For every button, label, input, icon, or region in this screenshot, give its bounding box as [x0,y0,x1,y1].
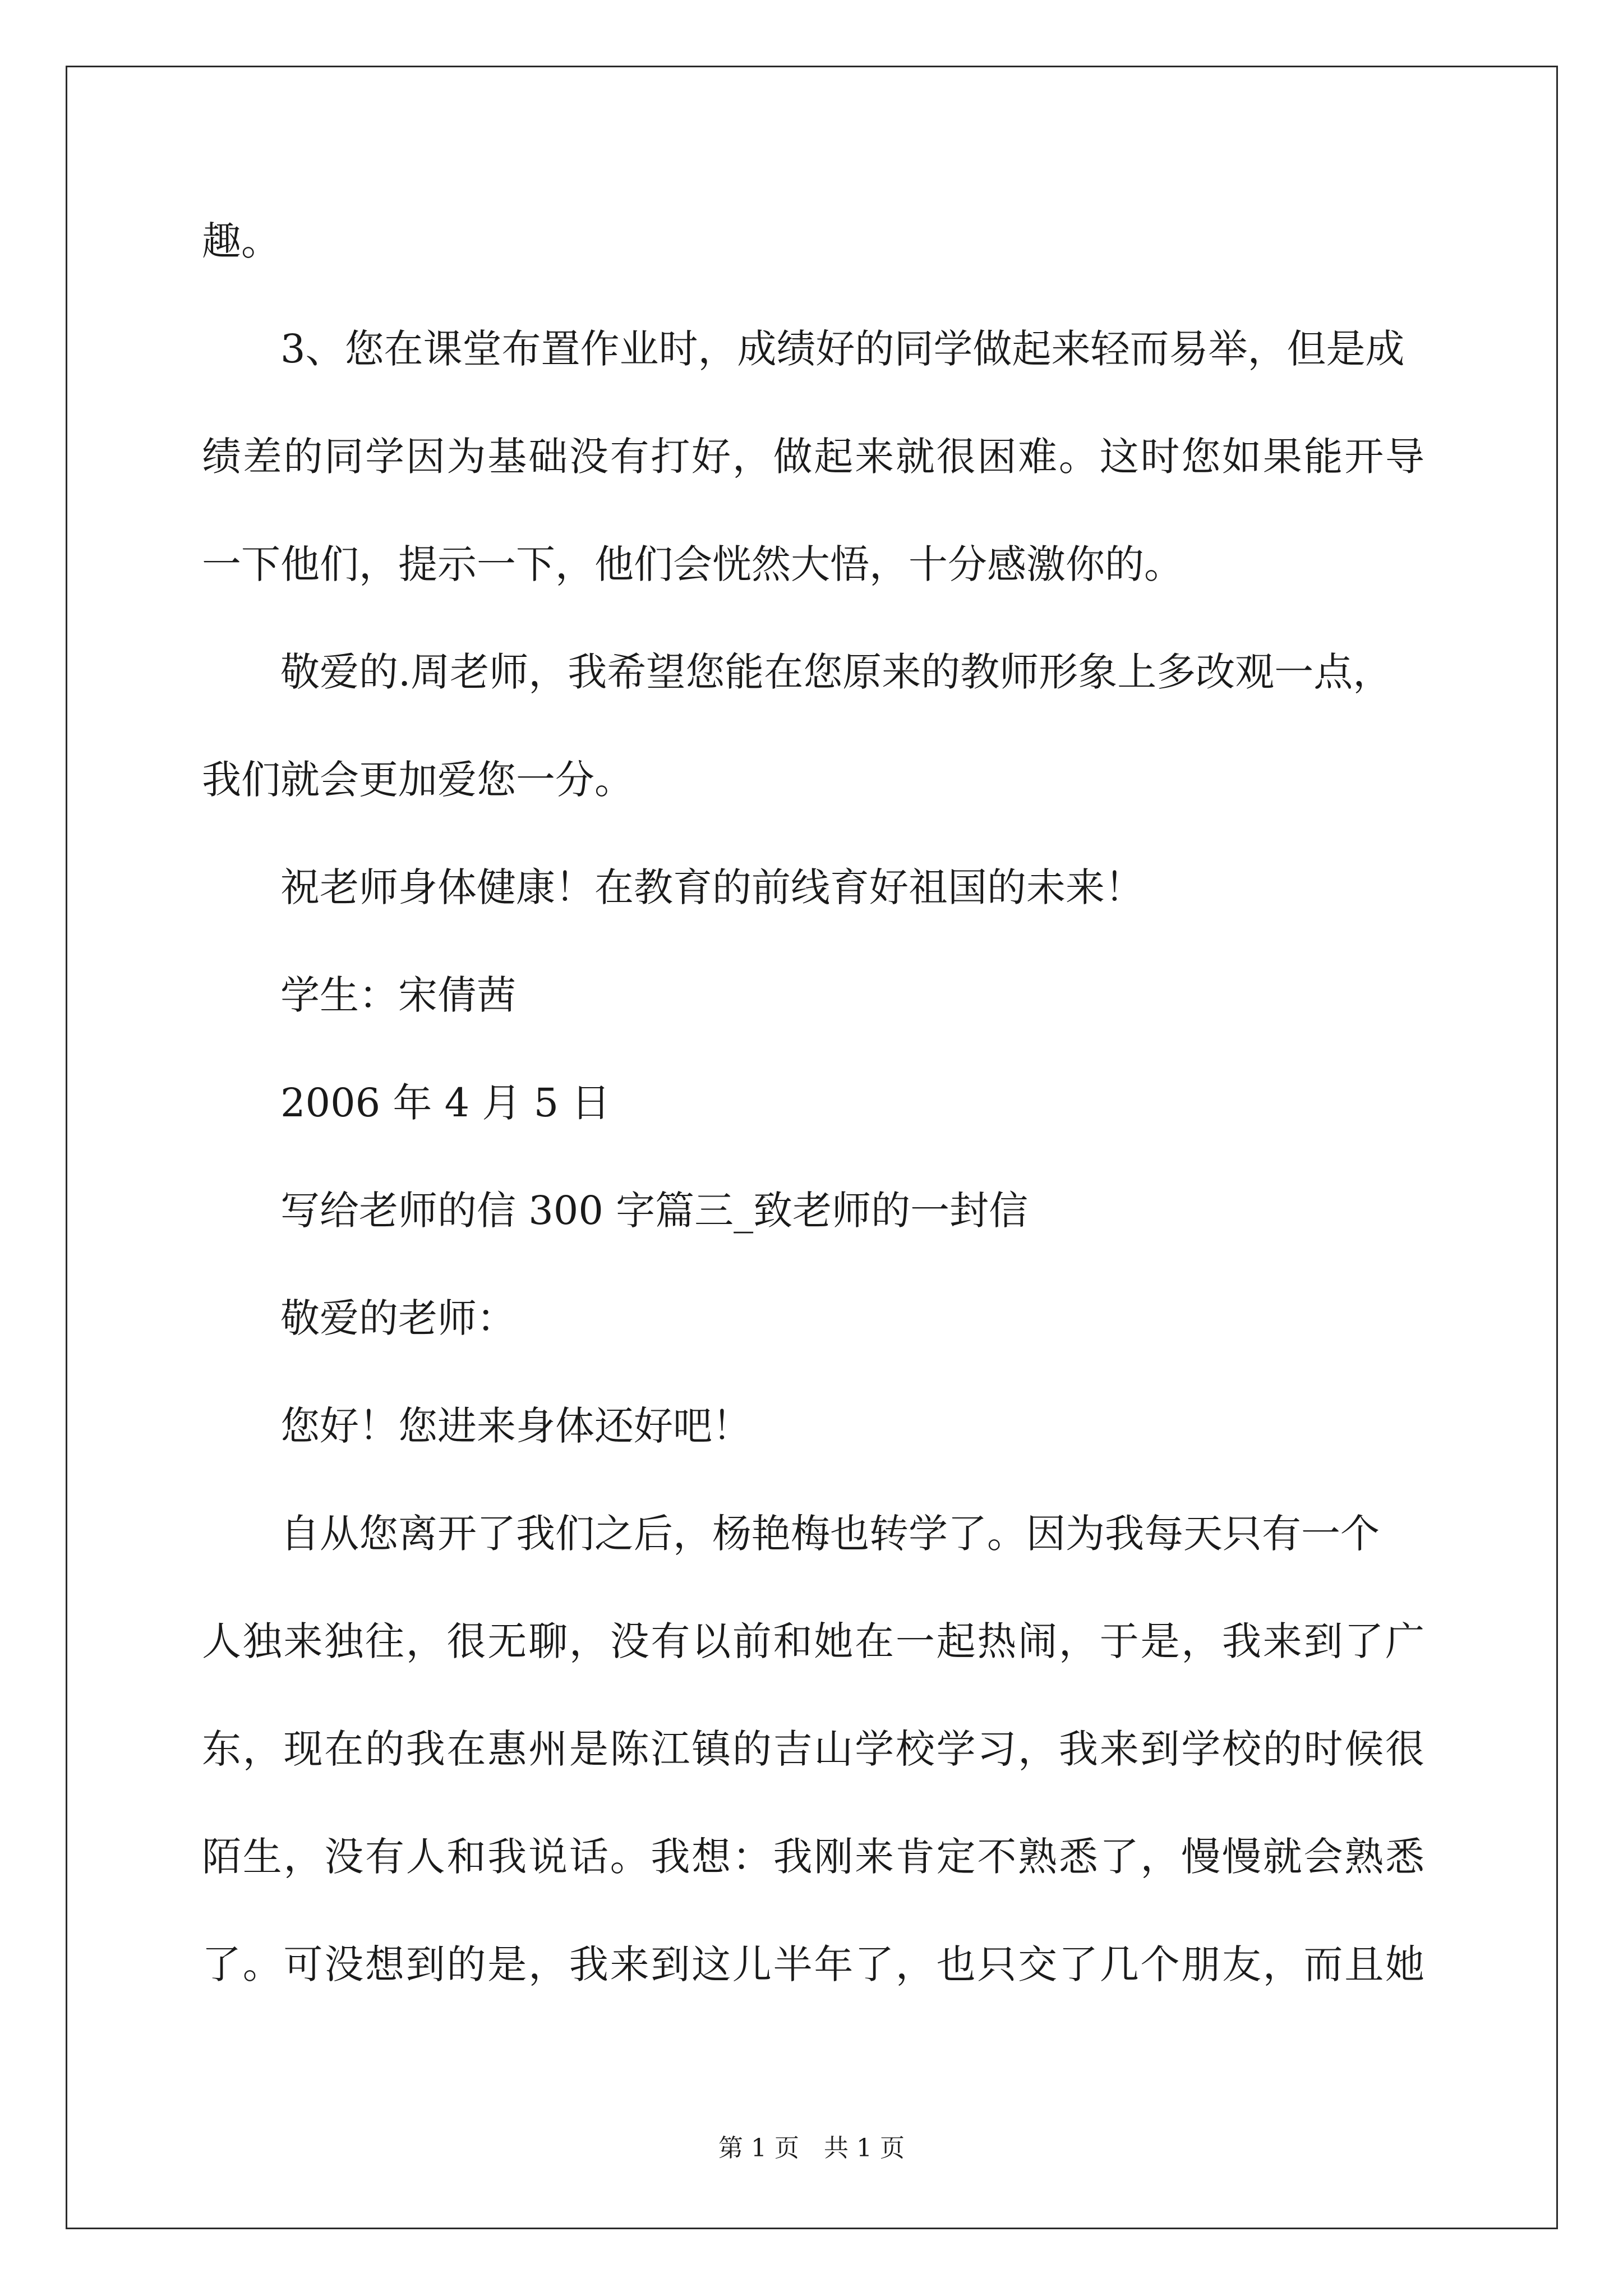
text-line: 东，现在的我在惠州是陈江镇的吉山学校学习，我来到学校的时候很 [202,1726,1424,1772]
text-line: 绩差的同学因为基础没有打好，做起来就很困难。这时您如果能开导 [202,434,1424,480]
text-line: 祝老师身体健康！在教育的前线育好祖国的未来！ [280,864,1144,910]
text-line: 您好！您进来身体还好吧！ [280,1403,751,1449]
section-heading: 写给老师的信 300 字篇三_致老师的一封信 [280,1188,1029,1234]
signature-line: 学生：宋倩茜 [280,972,516,1018]
text-line: 人独来独往，很无聊，没有以前和她在一起热闹，于是，我来到了广 [202,1618,1424,1664]
text-line: 了。可没想到的是，我来到这儿半年了，也只交了几个朋友，而且她 [202,1941,1424,1987]
salutation-line: 敬爱的老师： [280,1295,516,1341]
text-line: 我们就会更加爱您一分。 [202,757,634,803]
page-number-footer: 第 1 页 共 1 页 [718,2134,905,2162]
date-line: 2006 年 4 月 5 日 [280,1080,611,1126]
text-line: 自从您离开了我们之后，杨艳梅也转学了。因为我每天只有一个 [280,1511,1380,1557]
page-border [66,66,1558,2229]
text-line: 陌生，没有人和我说话。我想：我刚来肯定不熟悉了，慢慢就会熟悉 [202,1834,1424,1880]
text-line: 敬爱的.周老师，我希望您能在您原来的教师形象上多改观一点， [280,649,1393,695]
text-line: 一下他们，提示一下，他们会恍然大悟，十分感激你的。 [202,541,1183,587]
text-line: 3、您在课堂布置作业时，成绩好的同学做起来轻而易举，但是成 [280,326,1405,372]
text-line: 趣。 [202,218,280,264]
